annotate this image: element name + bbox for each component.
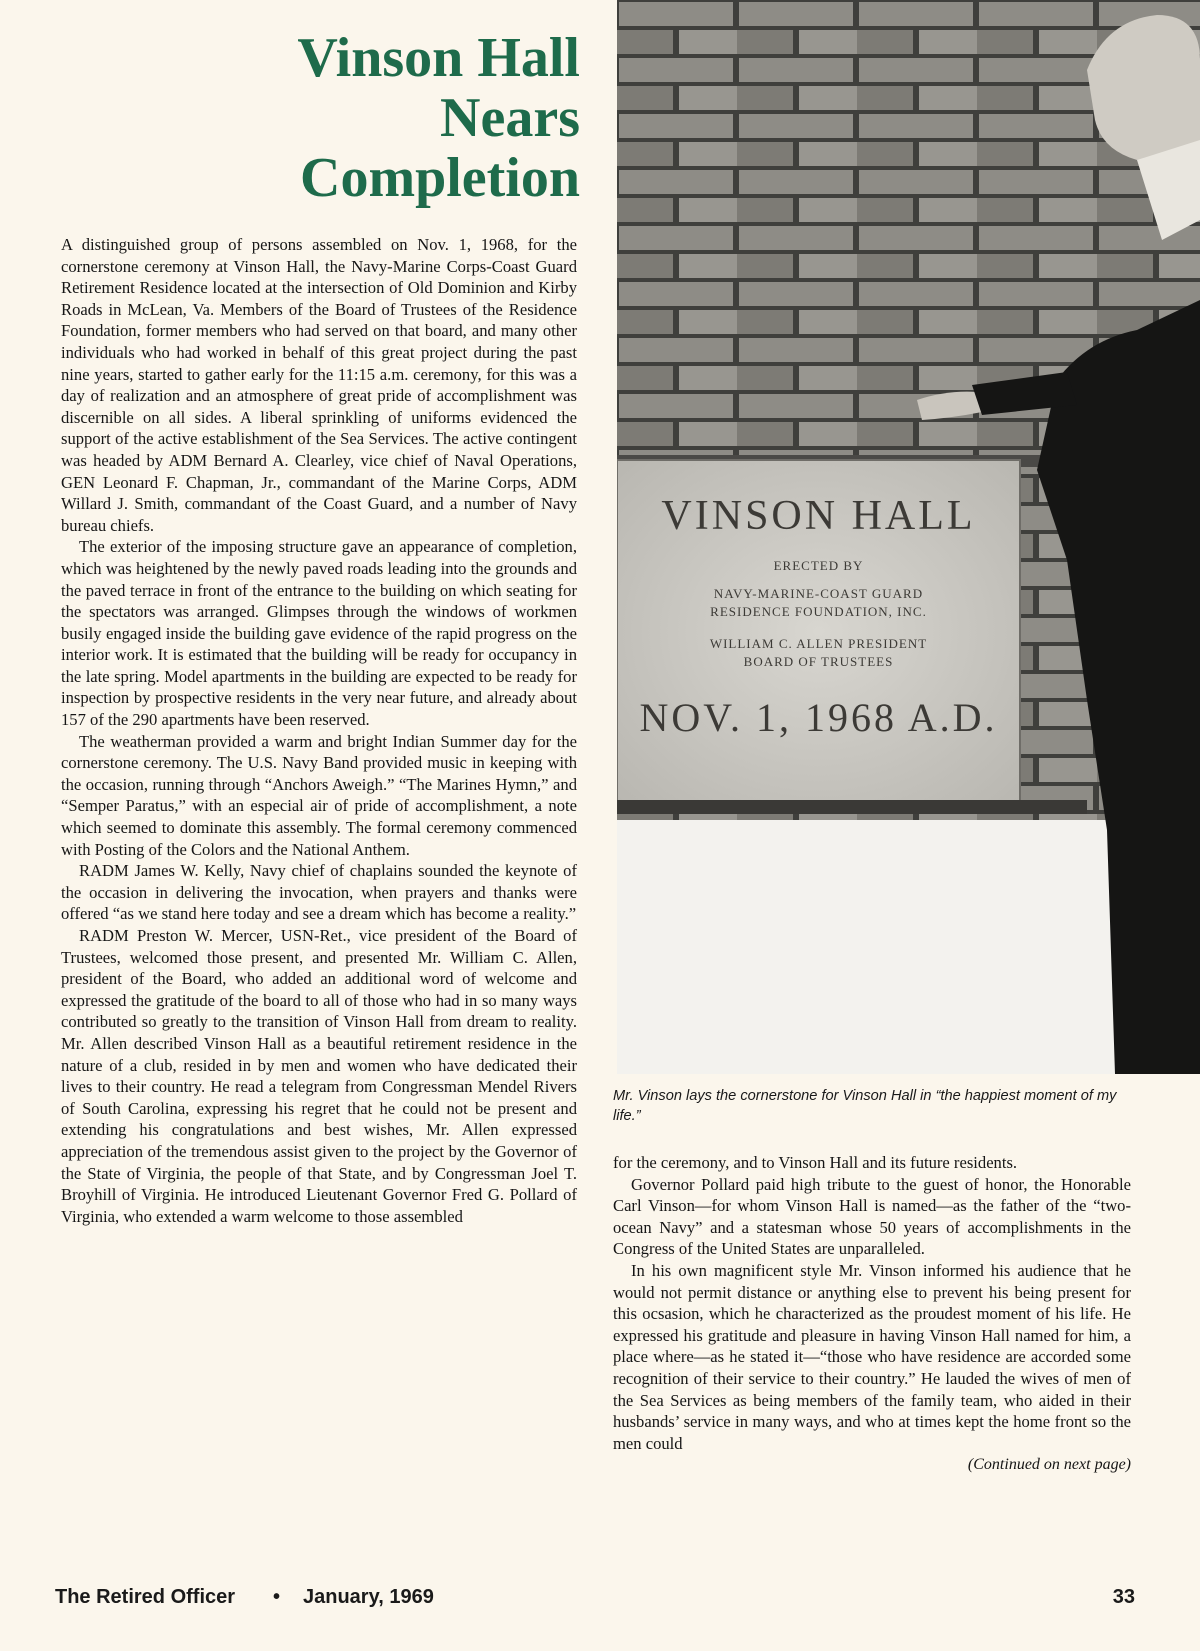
left-text-column (61, 234, 577, 1227)
stone-line-erected: ERECTED BY (773, 558, 864, 573)
stone-line-president: WILLIAM C. ALLEN PRESIDENT (709, 636, 928, 651)
publication-name: The Retired Officer (55, 1586, 236, 1608)
page-footer (55, 1586, 1135, 1616)
title-line-3: Completion (300, 147, 580, 209)
paragraph-5: RADM Preston W. Mercer, USN-Ret., vice president of the Board of Trustees, welcomed those present, and presented Mr. William C. Allen, president of the Board, who added an additional word of welcome and expressed the gratitude of the board to all of those who had in so many ways contributed so greatly to the transition of Vinson Hall from dream to reality. Mr. Allen described Vinson Hall as a beautiful retirement residence in the nature of a club, resided in by men and women who have dedicated their lives to their country. He read a telegram from Congressman Mendel Rivers of South Carolina, expressing his regret that he could not be present and extending his congratulations and best wishes, Mr. Allen expressed appreciation of the tremendous assist given to the project by the Governor of the State of Virginia, the people of that State, and by Congressman Joel T. Broyhill of Virginia. He introduced Lieutenant Governor Fred G. Pollard of Virginia, who extended a warm welcome to those assembled (61, 926, 577, 1226)
stone-line-foundation-1: NAVY-MARINE-COAST GUARD (713, 586, 924, 601)
article-title (120, 28, 580, 208)
title-line-1: Vinson Hall (297, 27, 580, 89)
stone-date: NOV. 1, 1968 A.D. (639, 695, 998, 740)
continued-note: (Continued on next page) (967, 1456, 1131, 1474)
title-line-2: Nears (440, 87, 580, 149)
issue-date: January, 1969 (303, 1586, 434, 1608)
paragraph-2: The exterior of the imposing structure gave an appearance of completion, which was heightened by the newly paved roads leading into the grounds and the paved terrace in front of the entrance to the building on which seating for the spectators was arranged. Glimpses through the windows of workmen busily engaged inside the building gave evidence of the rapid progress on the interior work. It is estimated that the building will be ready for occupancy in the late spring. Model apartments in the building are expected to be ready for inspection by prospective residents in the very near future, and already about 157 of the 290 apartments have been reserved. (61, 537, 577, 730)
paragraph-3: The weatherman provided a warm and bright Indian Summer day for the cornerstone ceremony. The U.S. Navy Band provided music in keeping with the occasion, running through “Anchors Aweigh.” “The Marines Hymn,” and “Semper Paratus,” with an especial air of pride of accomplishment, a note which seemed to dominate this assembly. The formal ceremony commenced with Posting of the Colors and the National Anthem. (61, 731, 577, 859)
stone-line-board: BOARD OF TRUSTEES (743, 654, 894, 669)
cornerstone-inscription (617, 470, 1020, 741)
cornerstone-photo (617, 0, 1200, 1074)
paragraph-6: for the ceremony, and to Vinson Hall and its future residents. (613, 1153, 1018, 1172)
paragraph-7: Governor Pollard paid high tribute to the guest of honor, the Honorable Carl Vinson—for whom Vinson Hall is named—as the father of the “two-ocean Navy” and a statesman whose 50 years of accomplishments in the Congress of the United States are unparalleled. (613, 1174, 1131, 1259)
page-number: 33 (1112, 1586, 1135, 1608)
paragraph-1: A distinguished group of persons assembled on Nov. 1, 1968, for the cornerstone ceremony at Vinson Hall, the Navy-Marine Corps-Coast Guard Retirement Residence located at the intersection of Old Dominion and Kirby Roads in McLean, Va. Members of the Board of Trustees of the Residence Foundation, former members who had served on that board, and many other individuals who had worked in behalf of this great project during the past nine years, started to gather early for the 11:15 a.m. ceremony, for this was a day of realization and an atmosphere of great pride of accomplishment was discernible on all sides. A liberal sprinkling of uniforms evidenced the support of the active establishment of the Sea Services. The active contingent was headed by ADM Bernard A. Clearley, vice chief of Naval Operations, GEN Leonard F. Chapman, Jr., commandant of the Marine Corps, ADM Willard J. Smith, commandant of the Coast Guard, and a number of Navy bureau chiefs. (61, 235, 577, 535)
footer-separator: • (273, 1586, 281, 1608)
right-text-column (613, 1152, 1131, 1475)
photo-caption: Mr. Vinson lays the cornerstone for Vinson Hall in “the happiest moment of my life.” (613, 1088, 1117, 1124)
paragraph-8: In his own magnificent style Mr. Vinson informed his audience that he would not permit distance or anything else to prevent his being present for this ocsasion, which he characterized as the proudest moment of his life. He expressed his gratitude and pleasure in having Vinson Hall named for him, a place where—as he stated it—“those who have residence are accorded some recognition of their service to their country.” He lauded the wives of men of the Sea Services as being members of the family team, who aided in their husbands’ service in many ways, and who at times kept the home front so the men could (613, 1260, 1131, 1453)
stone-line-foundation-2: RESIDENCE FOUNDATION, INC. (710, 604, 927, 619)
stone-title: VINSON HALL (661, 493, 976, 539)
paragraph-4: RADM James W. Kelly, Navy chief of chaplains sounded the keynote of the occasion in delivering the invocation, when prayers and thanks were offered “as we stand here today and see a dream which has become a reality.” (61, 861, 577, 924)
